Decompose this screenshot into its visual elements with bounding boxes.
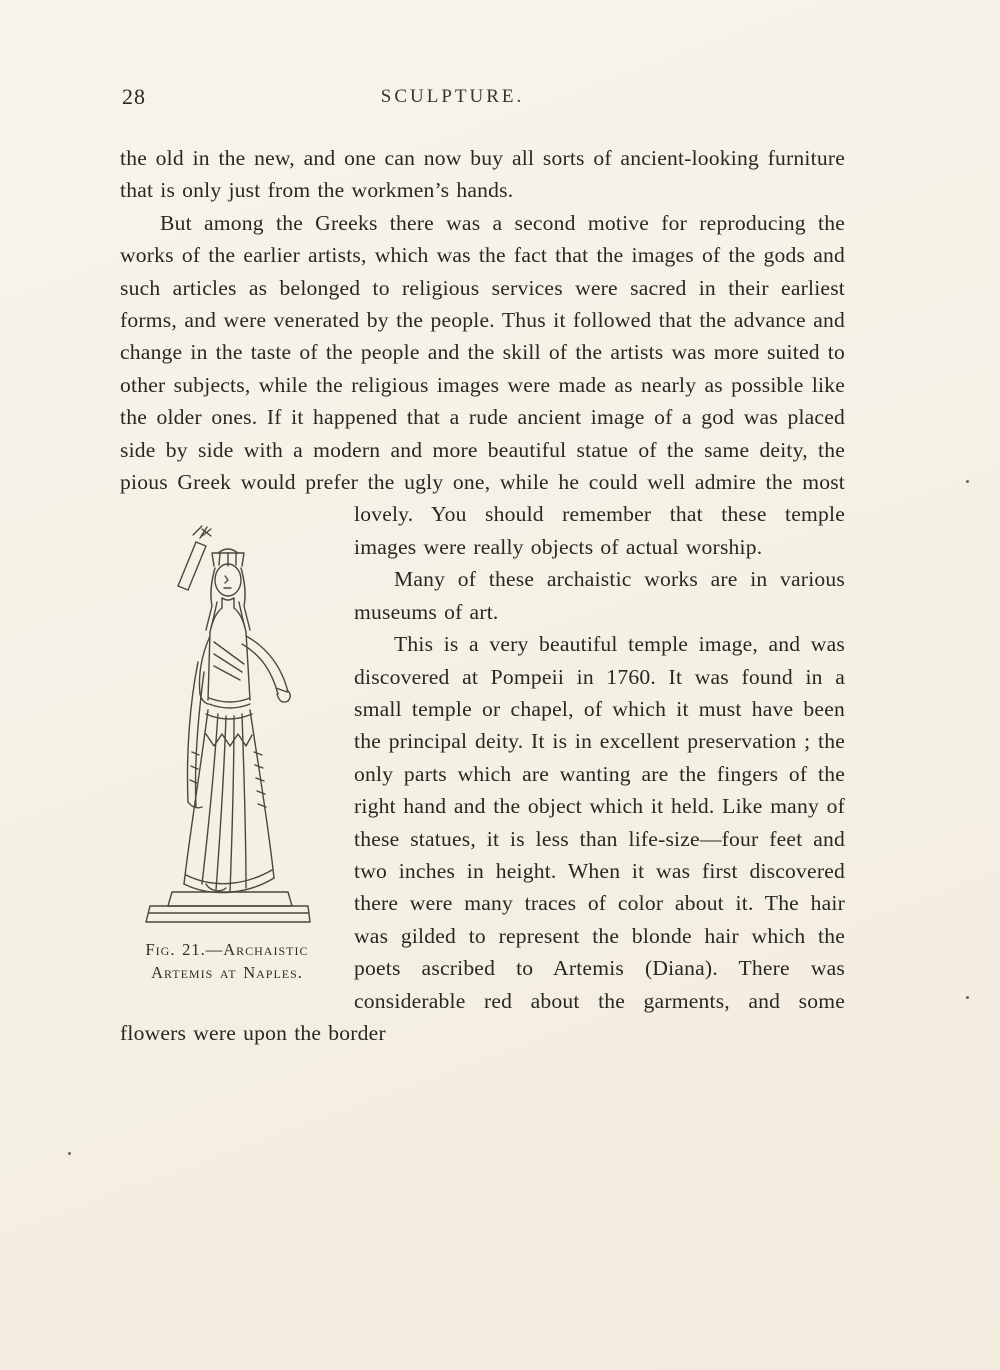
figure-caption xyxy=(120,938,334,984)
scan-speck xyxy=(966,996,969,999)
page-header xyxy=(120,84,845,118)
scan-speck xyxy=(68,1152,71,1155)
paragraph-museums-text: Many of these archaistic works are in various museums of art. xyxy=(354,567,845,624)
running-head-title: SCULPTURE. xyxy=(380,86,525,107)
figure-caption-line2: Artemis at Naples. xyxy=(151,963,303,983)
page-number: 28 xyxy=(122,84,146,109)
figure-caption-line1: Fig. 21.—Archaistic xyxy=(145,940,309,960)
paragraph-text-after-figure: most lovely. You should remember that these temple images were really objects of actual worship. xyxy=(354,470,845,559)
paragraph-continuation xyxy=(120,142,845,207)
scan-speck xyxy=(966,480,969,483)
figure-artemis xyxy=(120,502,334,984)
statue-illustration xyxy=(122,502,332,938)
paragraph-continuation-text: the old in the new, and one can now buy all sorts of ancient-looking furniture that is only just from the workmen’s hands. xyxy=(120,146,845,203)
body-text xyxy=(120,142,845,1049)
paragraph-temple-image-text: This is a very beautiful temple image, and was discovered at Pompeii in 1760. It was found in a small temple or chapel, of which it must have been the principal deity. It is in excellent preservation ; the only parts which are wanting are the fingers of the right hand and the object which it held. Like many of these statues, it is less than life-size—four feet and two inches in height. When it was first discovered there were many traces of color about it. The hair was gilded to represent the blonde hair which the poets ascribed to Artemis (Diana). There was considerable red about the garments, and some flowers were upon the border xyxy=(120,632,845,1045)
paragraph-text-before-figure: But among the Greeks there was a second motive for reproducing the works of the earlier artists, which was the fact that the images of the gods and such articles as belonged to religious services were sacred in their earliest forms, and were venerated by the people. Thus it followed that the advance and change in the taste of the people and the skill of the artists was more suited to other subjects, while the religious images were made as nearly as possible like the older ones. If it happened that a rude ancient image of a god was placed side by side with a modern and more beautiful statue of the same deity, the pious Greek would prefer the ugly one, while he could well admire the xyxy=(120,210,845,495)
